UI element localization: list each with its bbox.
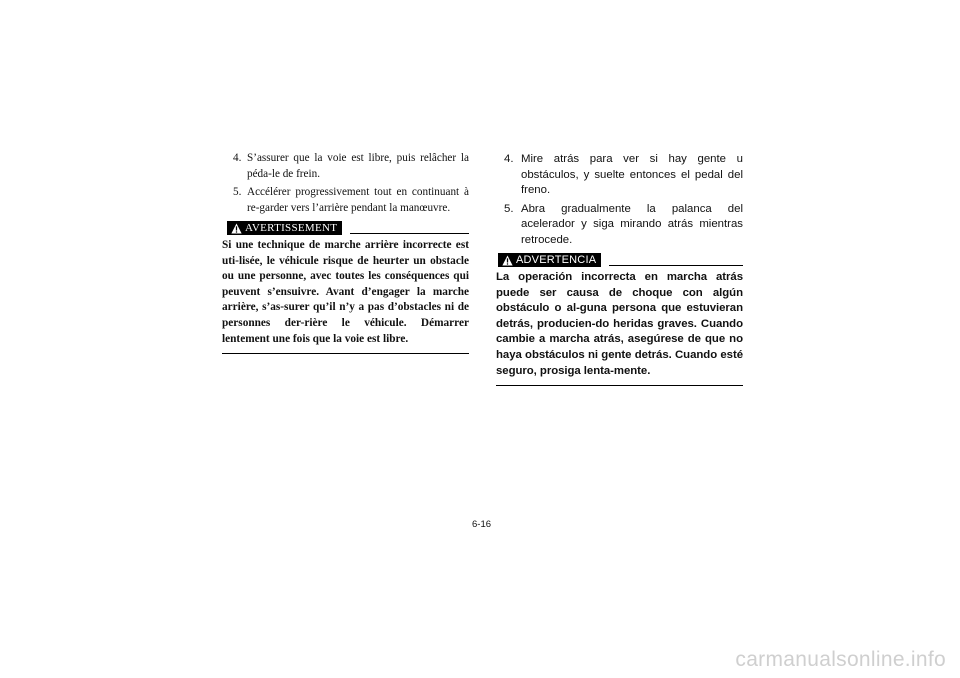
spanish-warning-text: La operación incorrecta en marcha atrás puede ser causa de choque con algún obstáculo o al-guna persona que estuvieran detrás, producien-do heridas graves. Cuando cambie a marcha atrás, asegúrese de que no haya obstáculos ni gente detrás. Cuando esté seguro, prosiga lenta-mente. (496, 271, 743, 377)
warning-triangle-icon (502, 255, 513, 266)
french-step-4 (222, 151, 469, 182)
step-text: Mire atrás para ver si hay gente u obstáculos, y suelte entonces el pedal del freno. (521, 153, 743, 196)
spanish-warning-label: ADVERTENCIA (516, 254, 597, 266)
step-text: S’assurer que la voie est libre, puis relâcher la péda-le de frein. (247, 152, 469, 180)
french-warning-header (222, 220, 469, 236)
french-warning-header-rule (350, 233, 469, 234)
french-column (222, 151, 469, 354)
step-number: 5. (504, 202, 514, 215)
step-number: 5. (233, 186, 242, 198)
french-warning-label: AVERTISSEMENT (245, 222, 338, 234)
warning-triangle-icon (231, 223, 242, 234)
spanish-warning-badge (498, 253, 601, 267)
spanish-warning-bottom-rule (496, 385, 743, 386)
page-number: 6-16 (472, 519, 492, 530)
spanish-warning-header-rule (609, 265, 743, 266)
french-steps-list (222, 151, 469, 216)
step-text: Accélérer progressivement tout en continuant à re-garder vers l’arrière pendant la manœuvre. (247, 186, 469, 214)
french-warning-badge (227, 221, 342, 235)
spanish-step-4 (496, 152, 743, 199)
spanish-steps-list (496, 152, 743, 248)
watermark: carmanualsonline.info (735, 648, 946, 671)
spanish-column (496, 152, 743, 386)
spanish-step-5 (496, 202, 743, 249)
french-warning-text: Si une technique de marche arrière incorrecte est uti-lisée, le véhicule risque de heurter un obstacle ou une personne, avec toutes les conséquences qui peuvent s’ensuivre. Avant d’engager la marche arrière, s’as-surer qu’il n’y a pas d’obstacles ni de personnes der-rière le véhicule. Démarrer lentement une fois que la voie est libre. (222, 239, 469, 345)
step-number: 4. (504, 153, 514, 165)
spanish-warning-header (496, 252, 743, 268)
step-text: Abra gradualmente la palanca del acelerador y siga mirando atrás mientras retrocede. (521, 202, 743, 246)
step-number: 4. (233, 152, 242, 164)
french-warning-bottom-rule (222, 353, 469, 354)
french-step-5 (222, 185, 469, 216)
